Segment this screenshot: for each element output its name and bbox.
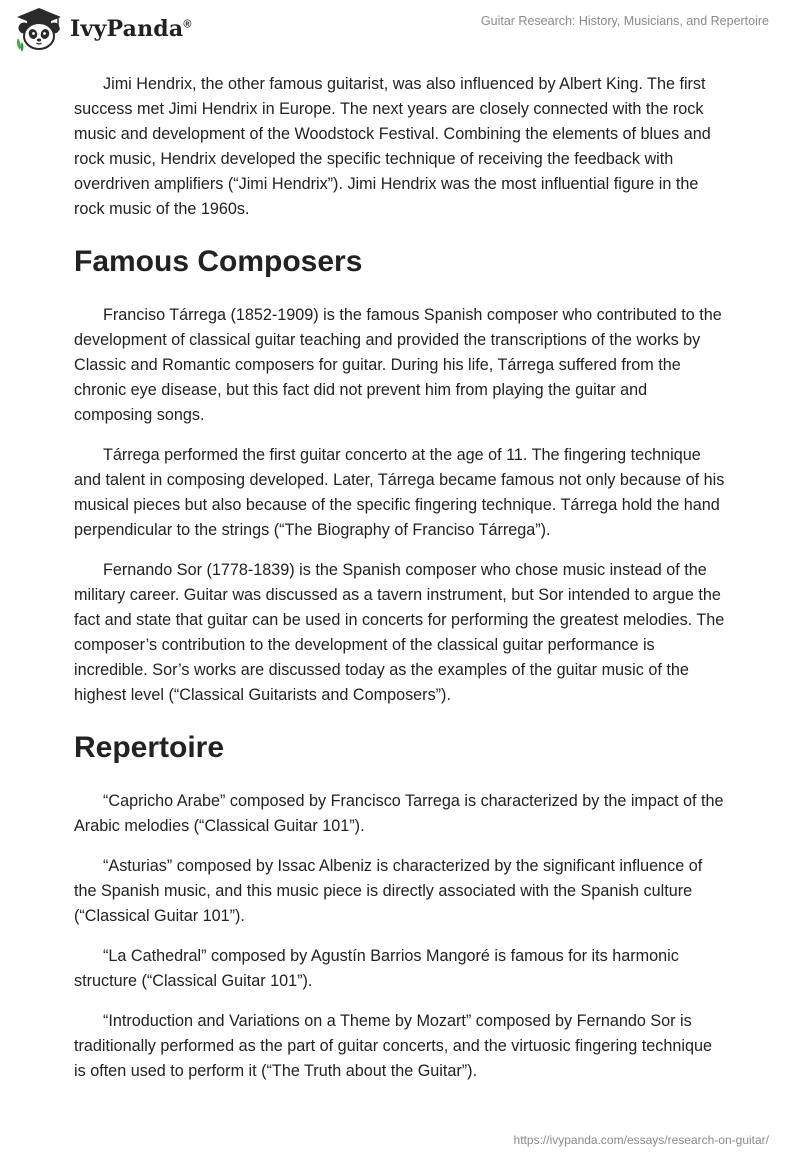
- panda-graduate-icon: [14, 6, 64, 52]
- essay-body: [74, 72, 726, 1099]
- paragraph: Jimi Hendrix, the other famous guitarist, was also influenced by Albert King. The first success met Jimi Hendrix in Europe. The next years are closely connected with the rock music and development of the Woodstock Festival. Combining the elements of blues and rock music, Hendrix developed the specific technique of receiving the feedback with overdriven amplifiers (“Jimi Hendrix”). Jimi Hendrix was the most influential figure in the rock music of the 1960s.: [74, 75, 711, 218]
- section-heading-famous-composers: Famous Composers: [74, 245, 363, 278]
- page-header: [0, 0, 800, 64]
- section-heading-repertoire: Repertoire: [74, 731, 225, 764]
- paragraph: “Capricho Arabe” composed by Francisco Tarrega is characterized by the impact of the Arabic melodies (“Classical Guitar 101”).: [74, 792, 724, 835]
- ivypanda-logo[interactable]: [14, 6, 192, 52]
- paragraph: “Introduction and Variations on a Theme by Mozart” composed by Fernando Sor is traditionally performed as the part of guitar concerts, and the virtuosic fingering technique is often used to perform it (“The Truth about the Guitar”).: [74, 1012, 712, 1080]
- paragraph: Fernando Sor (1778-1839) is the Spanish composer who chose music instead of the military career. Guitar was discussed as a tavern instrument, but Sor intended to argue the fact and state that guitar can be used in concerts for performing the greatest melodies. The composer’s contribution to the development of the classical guitar performance is incredible. Sor’s works are discussed today as the examples of the guitar music of the highest level (“Classical Guitarists and Composers”).: [74, 561, 725, 704]
- paragraph: Tárrega performed the first guitar concerto at the age of 11. The fingering technique and talent in composing developed. Later, Tárrega became famous not only because of his musical pieces but also because of the specific fingering technique. Tárrega hold the hand perpendicular to the strings (“The Biography of Franciso Tárrega”).: [74, 446, 725, 539]
- paragraph: “La Cathedral” composed by Agustín Barrios Mangoré is famous for its harmonic structure (“Classical Guitar 101”).: [74, 947, 679, 990]
- document-title: Guitar Research: History, Musicians, and Repertoire: [480, 14, 769, 28]
- brand-name: IvyPanda®: [70, 16, 192, 42]
- source-url[interactable]: https://ivypanda.com/essays/research-on-guitar/: [513, 1133, 769, 1147]
- paragraph: Franciso Tárrega (1852-1909) is the famous Spanish composer who contributed to the development of classical guitar teaching and provided the transcriptions of the works by Classic and Romantic composers for guitar. During his life, Tárrega suffered from the chronic eye disease, but this fact did not prevent him from playing the guitar and composing songs.: [74, 306, 722, 424]
- paragraph: “Asturias” composed by Issac Albeniz is characterized by the significant influence of the Spanish music, and this music piece is directly associated with the Spanish culture (“Classical Guitar 101”).: [74, 857, 703, 925]
